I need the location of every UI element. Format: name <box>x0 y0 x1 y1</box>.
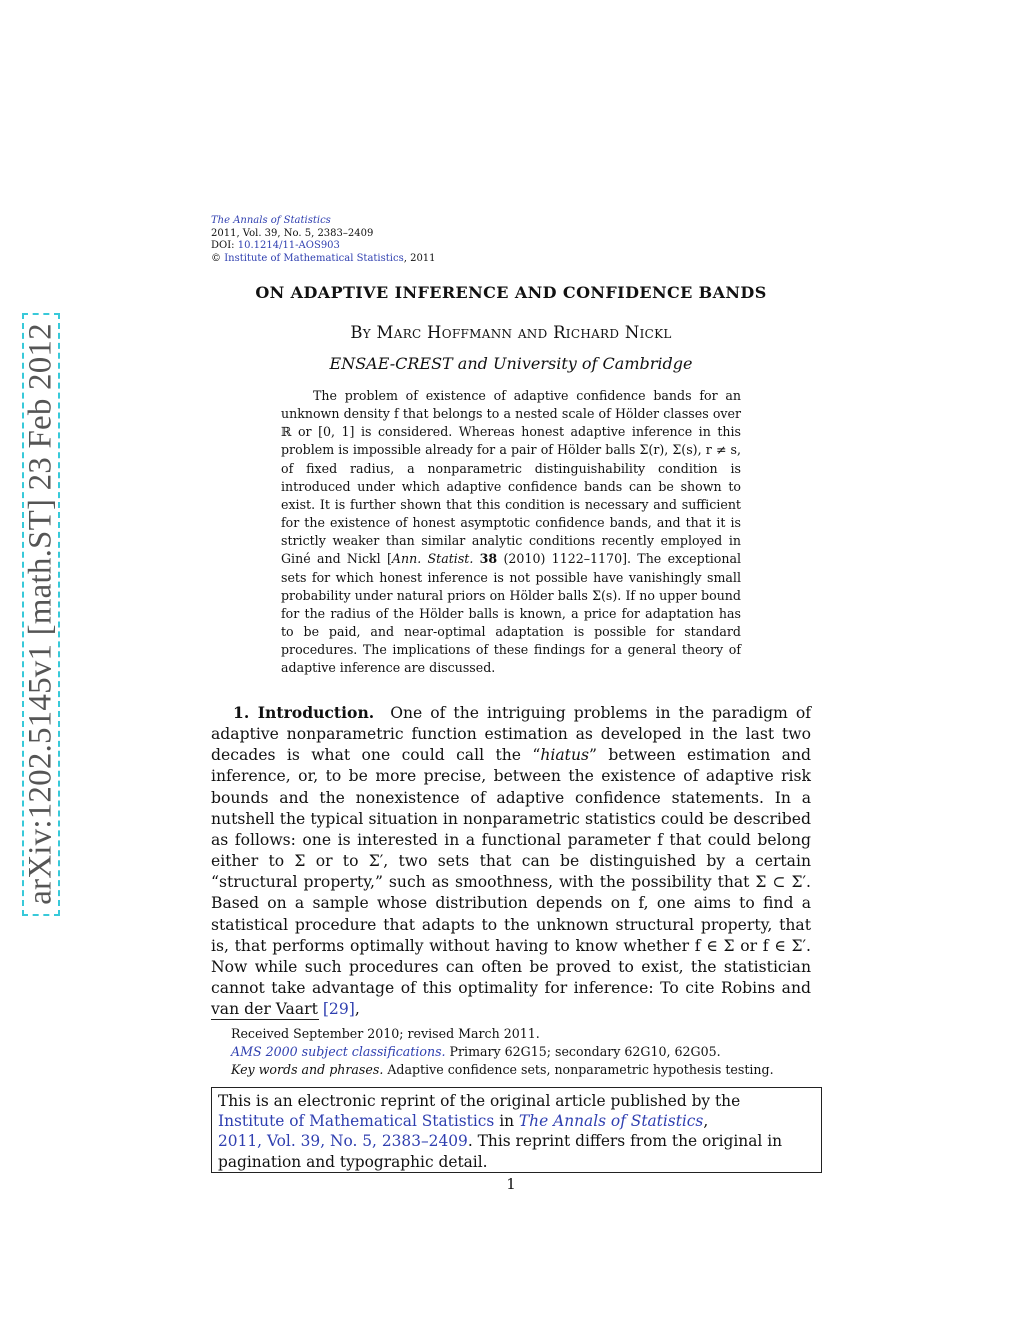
institute-link[interactable]: Institute of Mathematical Statistics <box>224 252 404 264</box>
reprint-journal-link[interactable]: The Annals of Statistics <box>518 1112 704 1131</box>
journal-name[interactable]: The Annals of Statistics <box>211 215 331 226</box>
footnote-rule <box>211 1019 319 1020</box>
abstract <box>281 387 741 678</box>
journal-header <box>211 215 436 265</box>
keywords: Key words and phrases. Adaptive confidence sets, nonparametric hypothesis testing. <box>231 1062 774 1077</box>
footnotes <box>231 1025 774 1079</box>
section-heading: 1. Introduction. <box>233 703 375 722</box>
ams-classification: AMS 2000 subject classifications. Primary 62G15; secondary 62G10, 62G05. <box>231 1044 721 1059</box>
copyright-line: © Institute of Mathematical Statistics, 2011 <box>211 252 436 264</box>
ams-link[interactable]: AMS 2000 subject classifications. <box>231 1044 446 1059</box>
paper-title: ON ADAPTIVE INFERENCE AND CONFIDENCE BANDS <box>255 283 767 302</box>
reprint-volume-link[interactable]: 2011, Vol. 39, No. 5, 2383–2409 <box>218 1132 468 1151</box>
arxiv-identifier: arXiv:1202.5145v1 [math.ST] 23 Feb 2012 <box>22 323 59 905</box>
volume-line: 2011, Vol. 39, No. 5, 2383–2409 <box>211 227 374 239</box>
paper-authors: By Marc Hoffmann and Richard Nickl <box>350 323 672 342</box>
reference-link[interactable]: [29] <box>322 1000 355 1019</box>
doi-line: DOI: 10.1214/11-AOS903 <box>211 240 340 251</box>
paper-affiliation: ENSAE-CREST and University of Cambridge <box>329 354 693 373</box>
received-note: Received September 2010; revised March 2011. <box>231 1026 540 1041</box>
copyright-icon: © <box>211 252 221 264</box>
page-number: 1 <box>506 1175 516 1193</box>
doi-link[interactable]: 10.1214/11-AOS903 <box>237 240 340 251</box>
reprint-notice: This is an electronic reprint of the original article published by the Institute of Mathematical Statistics in The Annals of Statistics, 2011, Vol. 39, No. 5, 2383–2409. This reprint differs from the original in pagination and typographic detail. <box>211 1087 822 1173</box>
introduction-section <box>211 702 811 1020</box>
intro-paragraph: 1. Introduction. One of the intriguing problems in the paradigm of adaptive nonparametric function estimation as developed in the last two decades is what one could call the “hiatus” between estimation and inference, or, to be more precise, between the existence of adaptive risk bounds and the nonexistence of adaptive confidence statements. In a nutshell the typical situation in nonparametric statistics could be described as follows: one is interested in a functional parameter f that could belong either to Σ or to Σ′, two sets that can be distinguished by a certain “structural property,” such as smoothness, with the possibility that Σ ⊂ Σ′. Based on a sample whose distribution depends on f, one aims to find a statistical procedure that adapts to the unknown structural property, that is, that performs optimally without having to know whether f ∈ Σ or f ∈ Σ′. Now while such procedures can often be proved to exist, the statistician cannot take advantage of this optimality for inference: To cite Robins and van der Vaart [29], <box>211 703 812 1019</box>
abstract-text: The problem of existence of adaptive confidence bands for an unknown density f that belongs to a nested scale of Hölder classes over ℝ or [0, 1] is considered. Whereas honest adaptive inference in this problem is impossible already for a pair of Hölder balls Σ(r), Σ(s), r ≠ s, of fixed radius, a nonparametric distinguishability condition is introduced under which adaptive confidence bands can be shown to exist. It is further shown that this condition is necessary and sufficient for the existence of honest asymptotic confidence bands, and that it is strictly weaker than similar analytic conditions recently employed in Giné and Nickl [Ann. Statist. 38 (2010) 1122–1170]. The exceptional sets for which honest inference is not possible have vanishingly small probability under natural priors on Hölder balls Σ(s). If no upper bound for the radius of the Hölder balls is known, a price for adaptation has to be paid, and near-optimal adaptation is possible for standard procedures. The implications of these findings for a general theory of adaptive inference are discussed. <box>281 388 742 676</box>
reprint-institute-link[interactable]: Institute of Mathematical Statistics <box>218 1112 495 1131</box>
